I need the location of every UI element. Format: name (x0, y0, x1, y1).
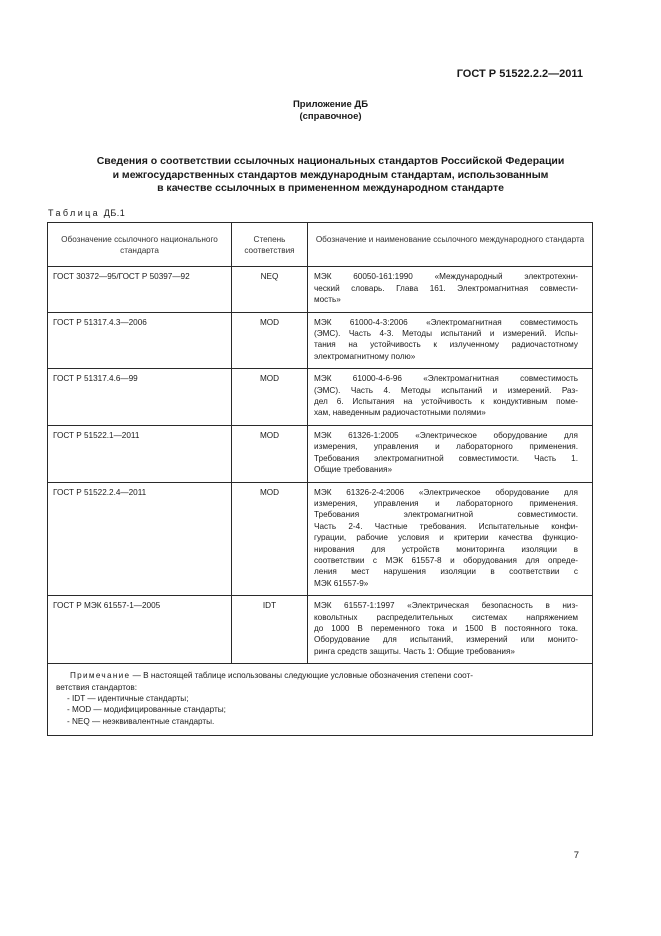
header-international-standard: Обозначение и наименование ссылочного международного стандарта (308, 223, 593, 267)
international-standard-line: МЭК 60050-161:1990 «Международный электротехни- (314, 272, 578, 282)
note-cell (48, 664, 593, 736)
international-standard-line: соответствии с МЭК 61557-8 и оборудования для опреде- (314, 555, 578, 565)
appendix-subtitle: (справочное) (299, 111, 362, 122)
degree-cell: MOD (232, 312, 308, 369)
international-standard-line: МЭК 61557-1:1997 «Электрическая безопасность в низ- (314, 601, 578, 611)
international-standard-line: МЭК 61000-4-6-96 «Электромагнитная совместимость (314, 374, 578, 384)
standards-table (47, 222, 593, 736)
table-row (48, 312, 593, 369)
degree-cell: MOD (232, 369, 308, 426)
note-item: - MOD — модифицированные стандарты; (67, 705, 226, 715)
international-standard-line: измерения, управления и лабораторного применения. (314, 442, 578, 452)
section-title-line: в качестве ссылочных в примененном международном стандарте (157, 182, 504, 194)
international-standard-line: дел 6. Испытания на устойчивость к кондуктивным поме- (314, 397, 578, 407)
note-item: - IDT — идентичные стандарты; (67, 694, 189, 703)
section-title (40, 155, 621, 196)
international-standard-line: ления мест нарушения изоляции в соответствии с (314, 567, 578, 577)
page-number: 7 (573, 850, 579, 861)
header-national-standard: Обозначение ссылочного национального стандарта (48, 223, 232, 267)
section-title-line: и межгосударственных стандартов международным стандартам, использованным (112, 168, 549, 181)
degree-cell: IDT (232, 596, 308, 664)
international-standard-cell (308, 369, 593, 426)
international-standard-line: хам, наведенным радиочастотными полями» (314, 408, 486, 418)
note-row (48, 664, 593, 736)
document-code: ГОСТ Р 51522.2.2—2011 (456, 68, 583, 80)
national-standard-cell: ГОСТ Р МЭК 61557-1—2005 (48, 596, 232, 664)
international-standard-cell (308, 267, 593, 312)
table-row (48, 596, 593, 664)
international-standard-line: Требования электромагнитной совместимости. (314, 510, 578, 520)
international-standard-cell (308, 425, 593, 482)
international-standard-line: Часть 2-4. Частные требования. Испытательные конфи- (314, 521, 578, 531)
note-item: - NEQ — неэквивалентные стандарты. (67, 716, 215, 726)
note-label: Примечание (70, 671, 131, 681)
national-standard-cell: ГОСТ Р 51317.4.6—99 (48, 369, 232, 426)
international-standard-line: гурации, рабочие условия и критерии качества функцио- (314, 533, 578, 543)
international-standard-line: тания на устойчивость к излученному радиочастотному (314, 340, 578, 350)
table-header-row (48, 223, 593, 267)
international-standard-line: нирования для устройств мониторинга изоляции в (314, 544, 578, 554)
national-standard-cell: ГОСТ Р 51522.2.4—2011 (48, 482, 232, 596)
international-standard-line: ческий словарь. Глава 161. Электромагнитная совмести- (314, 283, 578, 293)
international-standard-cell (308, 482, 593, 596)
table-caption-word: Таблица (48, 208, 101, 218)
national-standard-cell: ГОСТ Р 51317.4.3—2006 (48, 312, 232, 369)
table-row (48, 369, 593, 426)
international-standard-line: Требования электромагнитной совместимости. Часть 1. (314, 453, 578, 463)
international-standard-line: (ЭМС). Часть 4. Методы испытаний и измерений. Раз- (314, 385, 578, 395)
appendix-title: Приложение ДБ (292, 99, 369, 110)
national-standard-cell: ГОСТ 30372—95/ГОСТ Р 50397—92 (48, 267, 232, 312)
degree-cell: MOD (232, 425, 308, 482)
international-standard-cell (308, 596, 593, 664)
table-caption-number: ДБ.1 (103, 208, 126, 218)
international-standard-line: измерения, управления и лабораторного применения. (314, 498, 578, 508)
header-degree: Степень соответствия (232, 223, 308, 267)
international-standard-line: МЭК 61326-1:2005 «Электрическое оборудование для (314, 430, 578, 440)
international-standard-line: МЭК 61000-4-3:2006 «Электромагнитная совместимость (314, 317, 578, 327)
international-standard-line: Общие требования» (314, 465, 393, 475)
section-title-line: Сведения о соответствии ссылочных национальных стандартов Российской Федерации (96, 155, 565, 167)
degree-cell: MOD (232, 482, 308, 596)
international-standard-line: электромагнитному полю» (314, 351, 416, 361)
international-standard-line: МЭК 61557-9» (314, 578, 369, 588)
note-text: — В настоящей таблице использованы следующие условные обозначения степени соот- (130, 671, 473, 681)
international-standard-line: МЭК 61326-2-4:2006 «Электрическое оборудование для (314, 487, 578, 497)
appendix-heading (0, 99, 661, 123)
table-row (48, 425, 593, 482)
international-standard-line: мость» (314, 295, 341, 305)
international-standard-line: до 1000 В переменного тока и 1500 В постоянного тока. (314, 623, 578, 633)
international-standard-line: (ЭМС). Часть 4-3. Методы испытаний и измерений. Испы- (314, 329, 578, 339)
international-standard-line: ковольтных распределительных системах напряжением (314, 612, 578, 622)
international-standard-line: ринга средств защиты. Часть 1: Общие требования» (314, 646, 515, 656)
table-caption (48, 208, 125, 218)
international-standard-cell (308, 312, 593, 369)
degree-cell: NEQ (232, 267, 308, 312)
national-standard-cell: ГОСТ Р 51522.1—2011 (48, 425, 232, 482)
note-text-continued: ветствия стандартов: (56, 682, 138, 692)
table-row (48, 267, 593, 312)
international-standard-line: Оборудование для испытаний, измерений или монито- (314, 635, 578, 645)
table-row (48, 482, 593, 596)
